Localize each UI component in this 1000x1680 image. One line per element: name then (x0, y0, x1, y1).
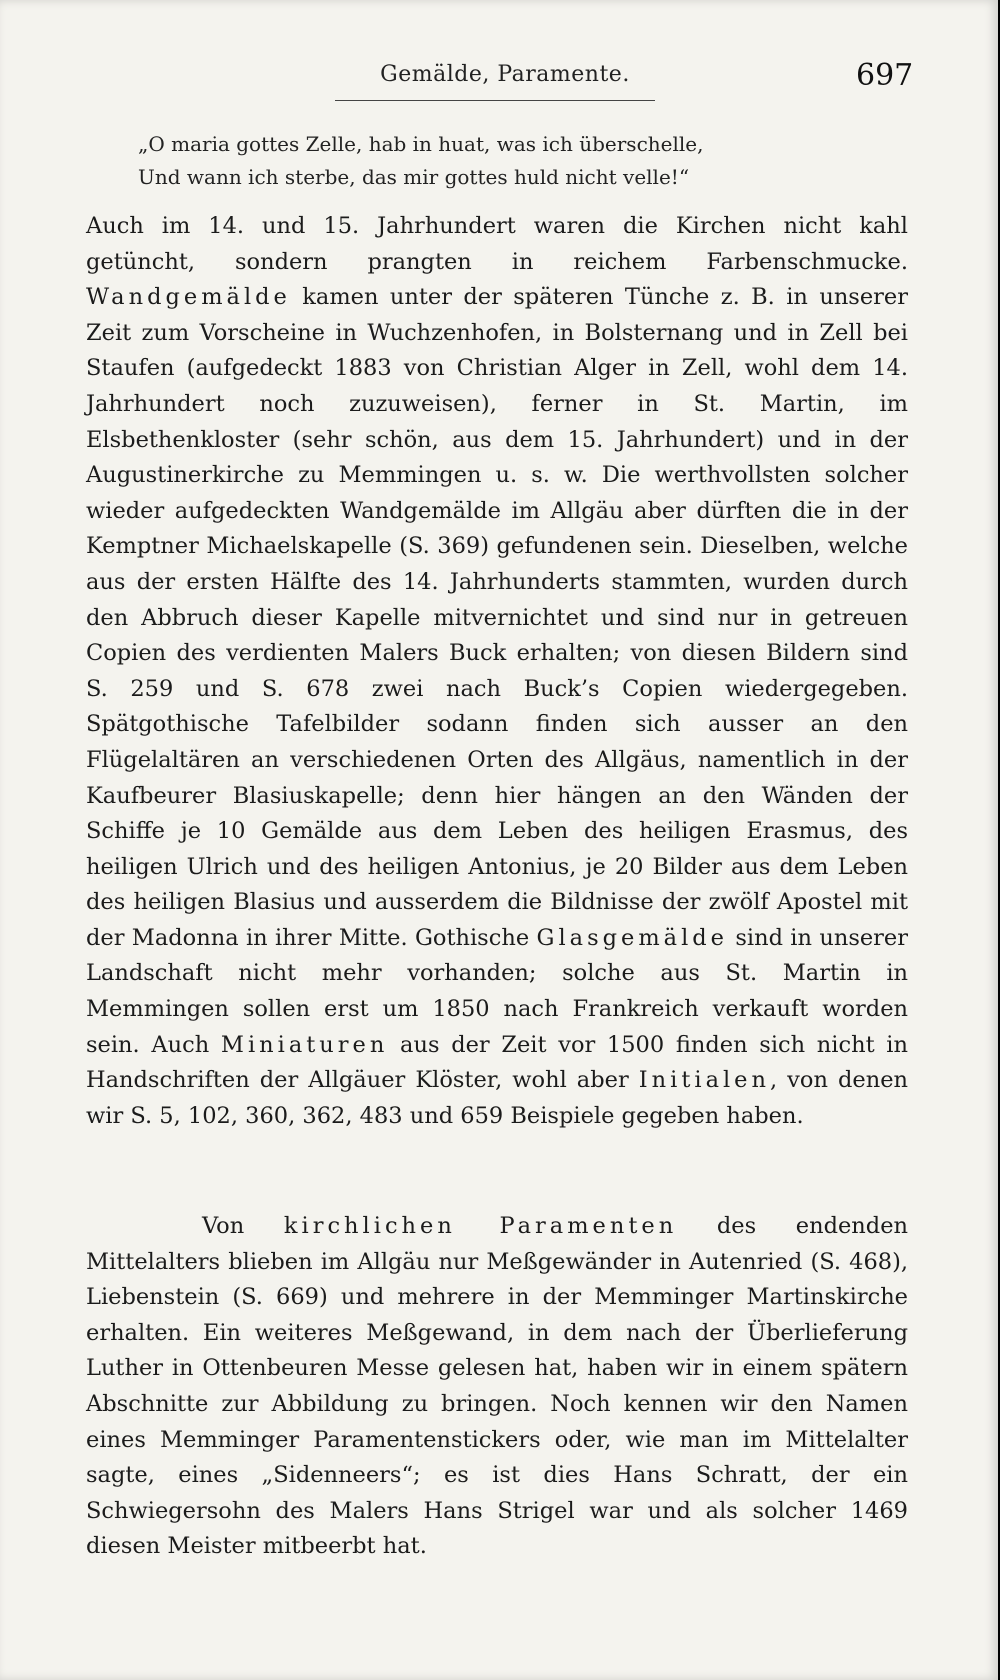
running-head: Gemälde, Paramente. (380, 62, 630, 87)
verse-quote (138, 128, 898, 194)
paragraph-wandgemaelde (86, 209, 908, 1134)
text-run: , von denen wir S. 5, 102, 360, 362, 483 und 659 Beispiele gegeben haben. (86, 1067, 908, 1129)
paragraph-paramente (86, 1209, 908, 1565)
header-rule (335, 100, 655, 101)
spaced-term: Glasgemälde (536, 924, 728, 951)
page-number: 697 (856, 58, 914, 93)
spaced-term: Miniaturen (220, 1031, 389, 1058)
spaced-term: kirchlichen Paramenten (283, 1213, 678, 1239)
verse-line: Und wann ich sterbe, das mir gottes huld nicht velle!“ (138, 165, 690, 189)
text-run: Von (202, 1213, 284, 1239)
spaced-term: Wandgemälde (86, 284, 291, 311)
text-run: sind in unserer Landschaft nicht mehr vorhanden; solche aus St. Martin in Memmingen sollen erst um 1850 nach Frankreich verkauft worden sein. Auch (86, 924, 909, 1058)
text-run: aus der Zeit vor 1500 finden sich nicht in Handschriften der Allgäuer Klöster, wohl aber (86, 1031, 908, 1094)
text-run: kamen unter der späteren Tünche z. B. in unserer Zeit zum Vorscheine in Wuchzenhofen, in Bolsternang und in Zell bei Staufen (aufgedeckt 1883 von Christian Alger in Zell, wohl dem 14. Jahrhundert noch zuzuweisen), ferner in St. Martin, im Elsbethenkloster (sehr schön, aus dem 15. Jahrhundert) und in der Augustinerkirche zu Memmingen u. s. w. Die werthvollsten solcher wieder aufgedeckten Wandgemälde im Allgäu aber dürften die in der Kemptner Michaelskapelle (S. 369) gefundenen sein. Dieselben, welche aus der ersten Hälfte des 14. Jahrhunderts stammten, wurden durch den Abbruch dieser Kapelle mitvernichtet und sind nur in getreuen Copien des verdienten Malers Buck erhalten; von diesen Bildern sind S. 259 und S. 678 zwei nach Buck’s Copien wiedergegeben. Spätgothische Tafelbilder sodann finden sich ausser an den Flügelaltären an verschiedenen Orten des Allgäus, namentlich in der Kaufbeurer Blasiuskapelle; denn hier hängen an den Wänden der Schiffe je 10 Gemälde aus dem Leben des heiligen Erasmus, des heiligen Ulrich und des heiligen Antonius, je 20 Bilder aus dem Leben des heiligen Blasius und ausserdem die Bildnisse der zwölf Apostel mit der Madonna in ihrer Mitte. Gothische (86, 284, 908, 951)
verse-line: „O maria gottes Zelle, hab in huat, was ich überschelle, (138, 132, 704, 156)
text-run: des endenden Mittelalters blieben im Allgäu nur Meßgewänder in Autenried (S. 468), Liebenstein (S. 669) und mehrere in der Memminger Martinskirche erhalten. Ein weiteres Meßgewand, in dem nach der Überlieferung Luther in Ottenbeuren Messe gelesen hat, haben wir in einem spätern Abschnitte zur Abbildung zu bringen. Noch kennen wir den Namen eines Memminger Paramentenstickers oder, wie man im Mittelalter sagte, eines „Sidenneers“; es ist dies Hans Schratt, der ein Schwiegersohn des Malers Hans Strigel war und als solcher 1469 diesen Meister mitbeerbt hat. (86, 1213, 908, 1560)
text-run: Auch im 14. und 15. Jahrhundert waren die Kirchen nicht kahl getüncht, sondern prangten in reichem Farbenschmucke. (86, 213, 908, 275)
spaced-term: Initialen (638, 1067, 770, 1094)
